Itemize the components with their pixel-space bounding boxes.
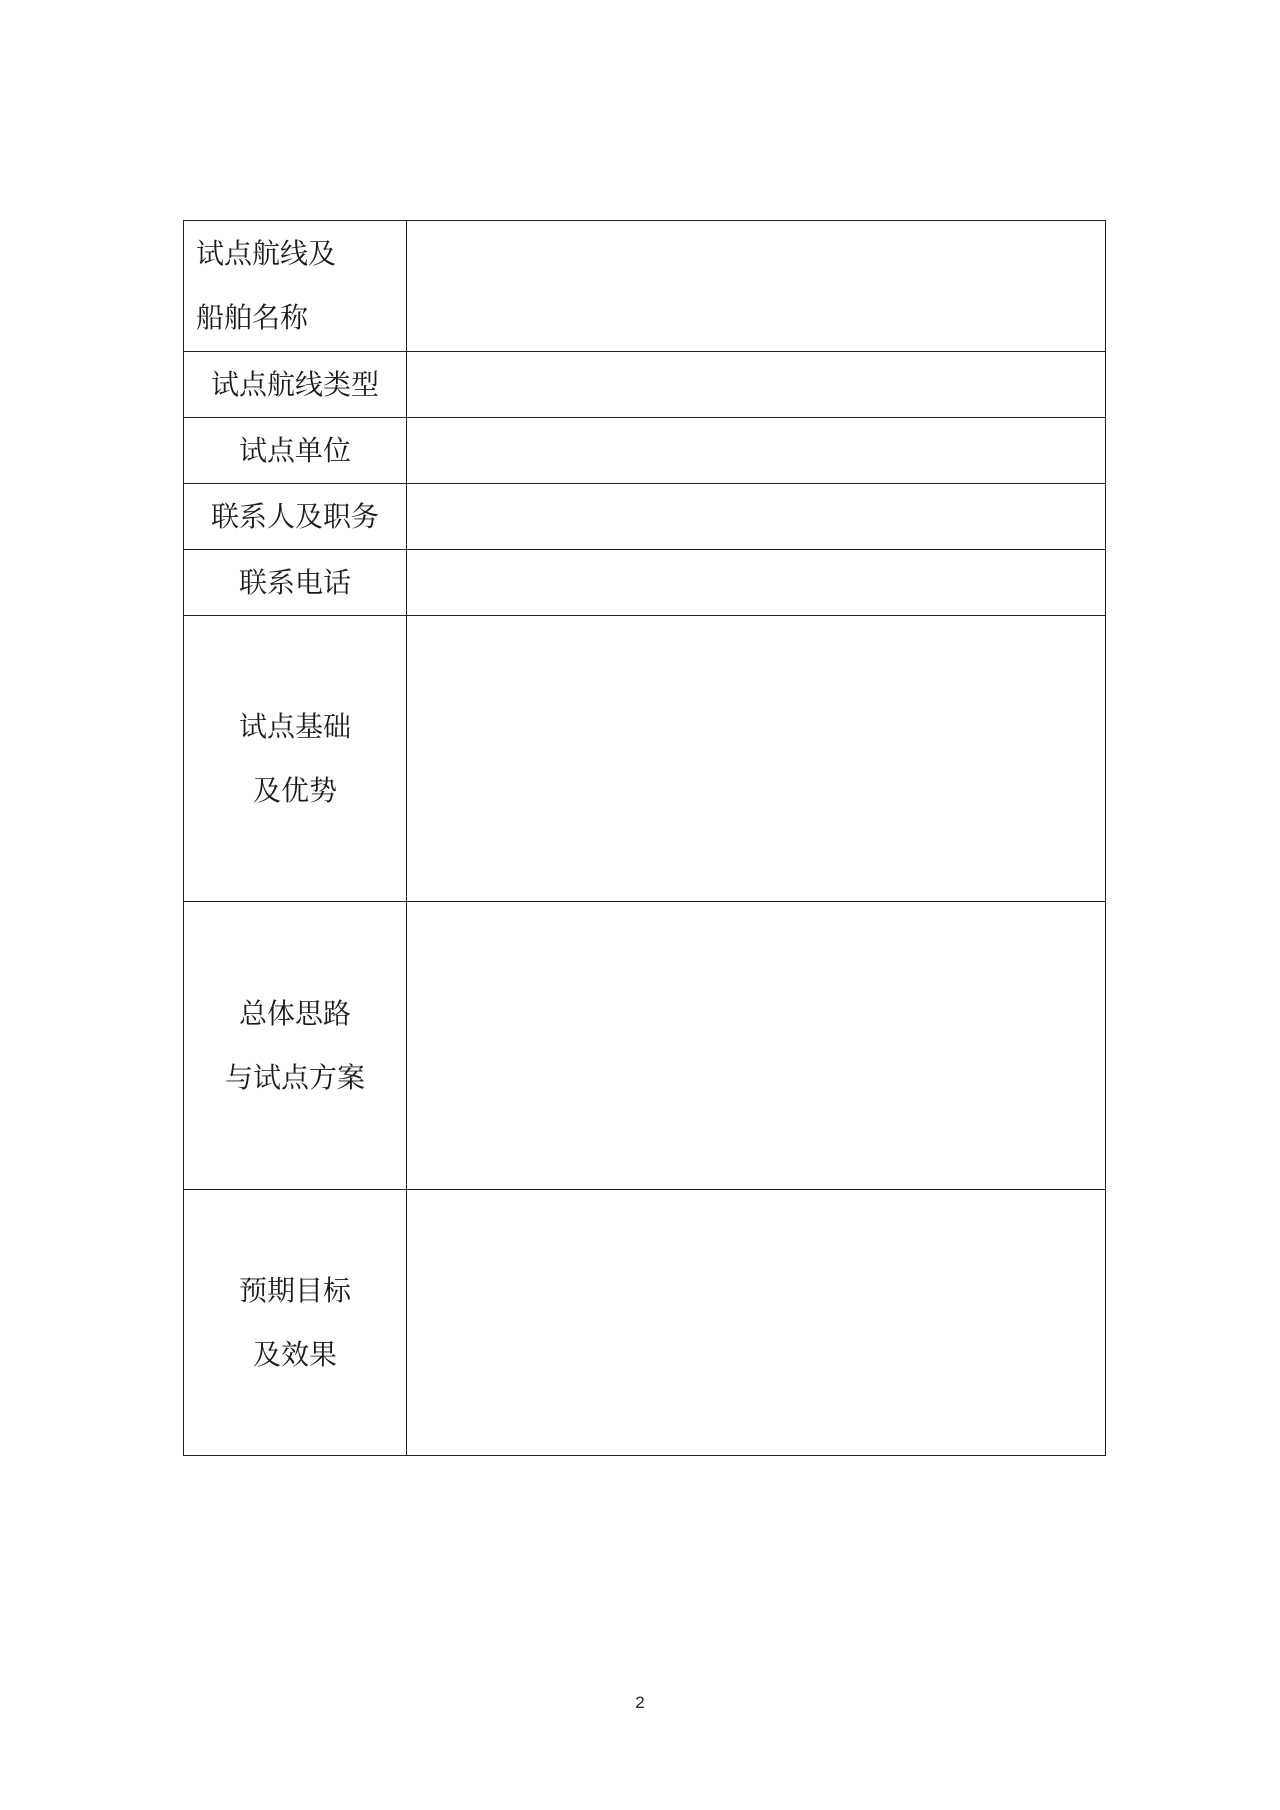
pilot-application-form xyxy=(183,220,1106,1456)
form-row-route-ship xyxy=(184,221,1106,352)
field-goals[interactable] xyxy=(407,1190,1106,1456)
label-line: 联系电话 xyxy=(238,565,351,599)
field-phone[interactable] xyxy=(407,550,1106,616)
label-line: 联系人及职务 xyxy=(210,499,379,533)
field-foundation[interactable] xyxy=(407,616,1106,902)
label-line: 试点航线及 xyxy=(196,237,337,270)
label-contact-person xyxy=(184,484,407,550)
label-route-ship xyxy=(184,221,407,352)
label-phone xyxy=(184,550,407,616)
form-row-phone xyxy=(184,550,1106,616)
label-line: 总体思路 xyxy=(238,996,351,1030)
field-route-type[interactable] xyxy=(407,352,1106,418)
label-line: 试点航线类型 xyxy=(210,367,379,401)
label-line: 预期目标 xyxy=(238,1273,351,1307)
label-route-type xyxy=(184,352,407,418)
field-route-ship[interactable] xyxy=(407,221,1106,352)
label-line: 试点单位 xyxy=(238,433,351,467)
form-row-foundation xyxy=(184,616,1106,902)
field-plan[interactable] xyxy=(407,902,1106,1190)
label-line: 与试点方案 xyxy=(224,1060,365,1094)
label-plan xyxy=(184,902,407,1190)
form-row-plan xyxy=(184,902,1106,1190)
label-line: 试点基础 xyxy=(238,709,351,743)
label-line: 及效果 xyxy=(252,1337,337,1371)
form-row-contact-person xyxy=(184,484,1106,550)
label-goals xyxy=(184,1190,407,1456)
label-line: 船舶名称 xyxy=(196,301,309,334)
label-unit xyxy=(184,418,407,484)
form-row-route-type xyxy=(184,352,1106,418)
page-number: 2 xyxy=(635,1693,645,1712)
label-line: 及优势 xyxy=(252,773,337,807)
form-row-unit xyxy=(184,418,1106,484)
field-contact-person[interactable] xyxy=(407,484,1106,550)
form-row-goals xyxy=(184,1190,1106,1456)
label-foundation xyxy=(184,616,407,902)
field-unit[interactable] xyxy=(407,418,1106,484)
